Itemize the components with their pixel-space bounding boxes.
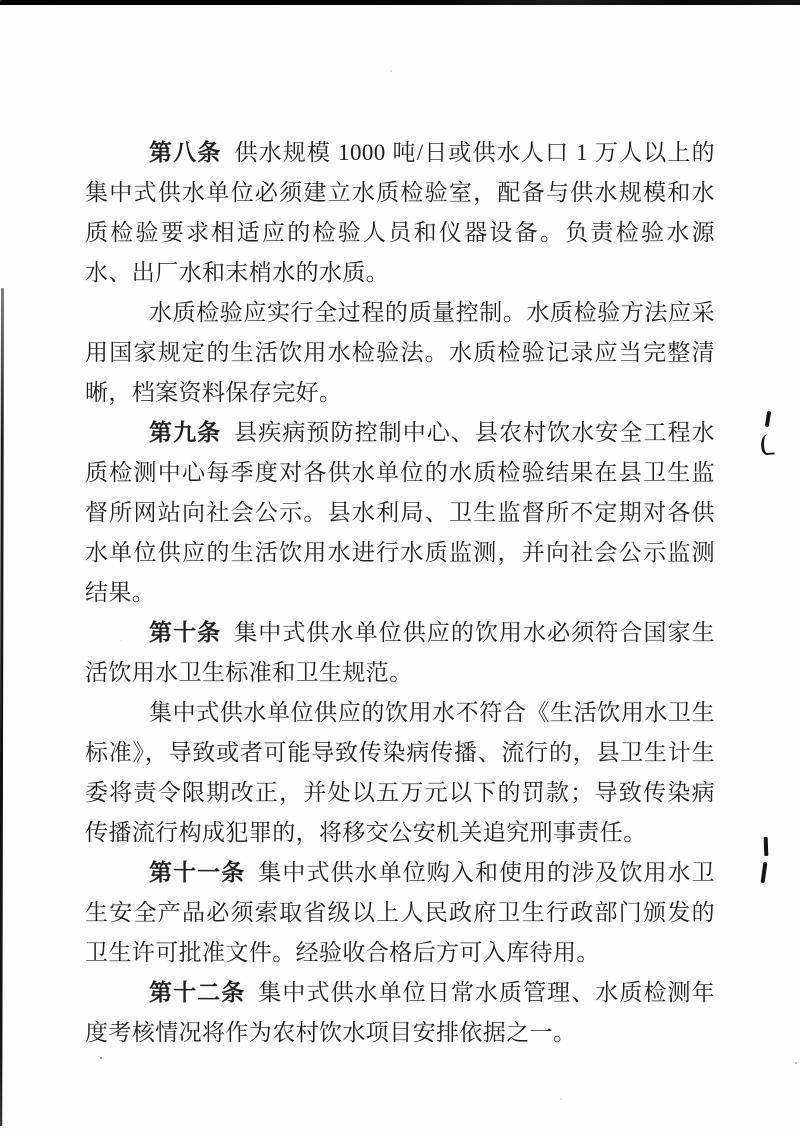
paragraph-article-9 — [85, 413, 715, 613]
paragraph-text: 集中式供水单位供应的饮用水必须符合国家生活饮用水卫生标准和卫生规范。 — [85, 620, 715, 685]
paragraph-text: 水质检验应实行全过程的质量控制。水质检验方法应采用国家规定的生活饮用水检验法。水质检验记录应当完整清晰，档案资料保存完好。 — [85, 300, 715, 405]
paragraph-text: 供水规模 1000 吨/日或供水人口 1 万人以上的集中式供水单位必须建立水质检验室，配备与供水规模和水质检验要求相适应的检验人员和仪器设备。负责检验水源水、出厂水和末梢水的水质。 — [85, 140, 715, 285]
article-number: 第十一条 — [149, 860, 246, 885]
article-number: 第十二条 — [149, 980, 246, 1005]
paragraph-text: 集中式供水单位日常水质管理、水质检测年度考核情况将作为农村饮水项目安排依据之一。 — [85, 980, 715, 1045]
paragraph-article-10 — [85, 613, 715, 693]
scan-left-edge-line — [0, 288, 4, 1126]
paragraph — [85, 293, 715, 413]
scan-top-edge — [0, 0, 800, 5]
paragraph-article-11 — [85, 853, 715, 973]
paragraph-text: 集中式供水单位购入和使用的涉及饮用水卫生安全产品必须索取省级以上人民政府卫生行政部门颁发的卫生许可批准文件。经验收合格后方可入库待用。 — [85, 860, 715, 965]
document-body — [85, 133, 715, 1053]
paragraph — [85, 693, 715, 853]
ink-mark — [764, 837, 769, 856]
paragraph-text: 集中式供水单位供应的饮用水不符合《生活饮用水卫生标准》，导致或者可能导致传染病传播、流行的，县卫生计生委将责令限期改正，并处以五万元以下的罚款；导致传染病传播流行构成犯罪的，将移交公安机关追究刑事责任。 — [85, 700, 715, 845]
ink-mark — [765, 411, 771, 427]
article-number: 第八条 — [149, 140, 222, 165]
paragraph-article-8 — [85, 133, 715, 293]
ink-mark — [760, 434, 774, 456]
paragraph-text: 县疾病预防控制中心、县农村饮水安全工程水质检测中心每季度对各供水单位的水质检验结果在县卫生监督所网站向社会公示。县水利局、卫生监督所不定期对各供水单位供应的生活饮用水进行水质监测，并向社会公示监测结果。 — [85, 420, 715, 605]
ink-mark — [761, 862, 768, 883]
paragraph-article-12 — [85, 973, 715, 1053]
scan-noise — [0, 0, 2, 2]
article-number: 第九条 — [149, 420, 222, 445]
article-number: 第十条 — [149, 620, 222, 645]
